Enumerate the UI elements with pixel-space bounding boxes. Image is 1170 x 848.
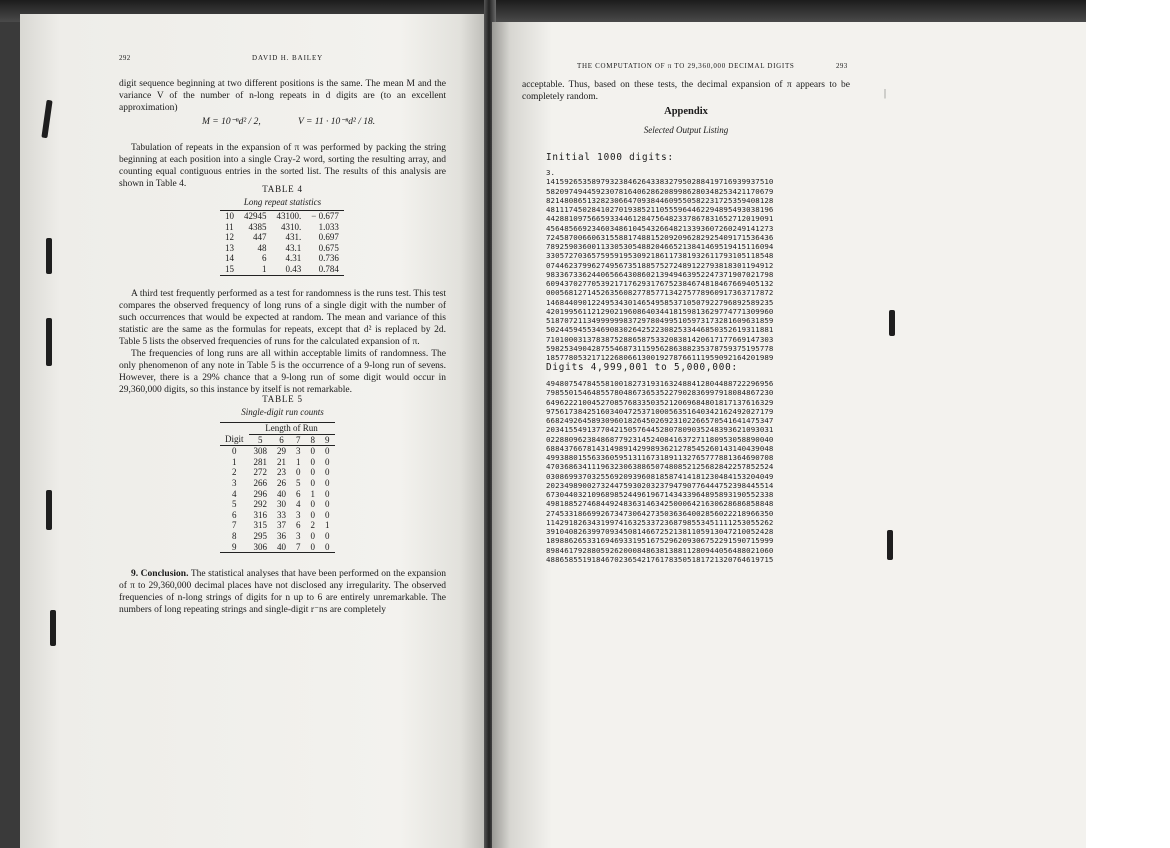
digit-line: 07446237996274956735188575272489122793818301194912 [546,260,774,270]
initial-digits-block [546,168,773,362]
digit-line: 39104082639970934508146672521381105913047210052428 [546,527,774,536]
table5-cell: 0 [310,530,316,541]
table4-cell: 14 [225,253,234,264]
conclusion-paragraph [119,568,446,616]
table5-cell: 0 [310,477,316,488]
table5-cell: 29 [277,446,287,457]
table4-row [220,243,344,254]
table5-cell: 0 [310,446,316,457]
table5-cell: 0 [325,446,330,457]
table5-cell: 30 [277,499,287,510]
digit-line: 27453318669926734730642735036364002856022218966350 [546,508,774,518]
digit-line: 49818852746844924836314634250006421630628686858848 [546,499,774,509]
tabulation-paragraph: Tabulation of repeats in the expansion of π was performed by packing the string beginning at each position into a single Cray-2 word, sorting the resulting array, and counting equal contiguous entries in the sorted list. The results of this analysis are shown in Table 4. [119,143,446,190]
digit-line: 72458700660631558817488152092096282925409171536436 [546,232,774,242]
table5-cell: 36 [277,530,287,541]
formula-variance: V = 11 · 10⁻ⁿd² / 18. [298,117,376,127]
edge-tab-mark [889,310,895,336]
table5-cell: 0 [296,467,301,478]
table5-cell: 8 [232,530,237,541]
table5-caption: TABLE 5 [262,394,303,404]
table5-row [220,531,335,542]
table5-cell: 0 [325,509,330,520]
digit-line: 03086993703255692093960818587414181230484153204049 [546,471,774,481]
table4-cell: 48 [257,242,267,253]
digit-line: 20341554913770421505764452807809035248393621093031 [546,425,774,435]
table5-cell: 0 [325,541,330,552]
digit-line: 98336733624406566430860213949463952247371907021798 [546,269,774,279]
table4-cell: − 0.677 [311,211,339,221]
table5-cell: 7 [232,520,237,531]
table4-cell: 0.675 [318,242,339,253]
table4-row [220,222,344,233]
table5-subcaption: Single-digit run counts [241,407,324,417]
digit-line: 60943702770539217176293176752384674818467669405132 [546,279,774,288]
table5-cell: 266 [253,477,268,488]
digit-line: 64962221004527085768335035212069684801817137616329 [546,397,774,407]
table5-cell: 3 [296,509,301,520]
digit-line: 42019956112129021960864034418159813629774771309960 [546,306,774,316]
table5-header-cell: 9 [320,434,335,446]
table5-cell: 2 [310,520,316,531]
table-single-digit-run-counts [220,422,335,553]
table5-cell: 0 [310,509,316,520]
table5-cell: 0 [325,530,330,541]
table5-cell: 1 [296,456,301,467]
conclusion-heading: 9. Conclusion. [131,569,189,579]
table5-cell: 292 [253,499,268,510]
table4-caption: TABLE 4 [262,184,303,194]
table4-row [220,253,344,264]
digit-line: 49938801556336059513116731891132765777881364690708 [546,453,774,462]
table5-cell: 316 [253,509,268,520]
table5-cell: 9 [232,541,237,552]
digit-line: 67304403210968985244961967143433964895893190552338 [546,490,774,499]
table4-cell: 12 [225,232,234,243]
table5-cell: 3 [232,477,237,488]
table4-cell: 0.784 [318,263,339,274]
table5-cell: 272 [253,467,268,478]
table5-row [220,520,335,531]
final-digits-label: Digits 4,999,001 to 5,000,000: [546,362,738,373]
table5-cell: 5 [232,499,237,510]
edge-tab-mark [46,318,52,366]
margin-mark: | [884,88,887,99]
digit-line: 68843766781431498914299893621278545260143140439048 [546,443,774,453]
edge-tab-mark [46,490,52,530]
table4-cell: 0.43 [285,263,302,274]
scanner-background-strip [1086,0,1170,848]
table5-header-cell: 8 [306,434,321,446]
table5-cell: 0 [310,467,316,478]
digit-line: 33057270365759591953092186117381932611793105118548 [546,251,774,261]
table5-cell: 0 [325,456,330,467]
left-page [20,14,486,848]
right-running-head: THE COMPUTATION OF π TO 29,360,000 DECIMAL DIGITS [577,62,795,70]
digit-line: 78925903600113305305488204665213841469519415116094 [546,242,774,251]
table5-cell: 21 [277,456,287,467]
final-digits-block [546,379,773,564]
digit-line: 89846179288059262000848638138811280944056488021060 [546,545,774,555]
continuation-paragraph: acceptable. Thus, based on these tests, the decimal expansion of π appears to be completely random. [522,80,850,103]
digit-line: 97561738425160340472537100056351640342162492027179 [546,406,774,416]
table5-cell: 0 [310,499,316,510]
table5-row [220,446,335,457]
table5-cell: 308 [253,446,268,457]
table5-cell: 1 [310,488,316,499]
table4-cell: 4385 [248,221,267,232]
table5-cell: 2 [232,467,237,478]
digit-line: 59825349042875546873115956286388235378759375195778 [546,343,774,353]
right-page-number: 293 [836,62,848,70]
digit-line: 49480754784558100182731931632488412804488722296956 [546,379,774,388]
table5-cell: 1 [232,456,237,467]
intro-paragraph: digit sequence beginning at two different positions is the same. The mean M and the variance V of the number of n-long repeats in d digits are (to an excellent approximation) [119,79,446,114]
appendix-title: Appendix [664,106,708,117]
table5-cell: 0 [325,467,330,478]
table5-row [220,457,335,468]
table4-cell: 15 [225,263,234,274]
digit-line: 45648566923460348610454326648213393607260249141273 [546,223,774,233]
table5-cell: 6 [296,488,301,499]
table5-row [220,542,335,553]
table5-cell: 33 [277,509,287,520]
left-running-head: DAVID H. BAILEY [252,54,324,62]
digit-line: 14159265358979323846264338327950288419716939937510 [546,177,774,187]
table5-cell: 0 [325,488,330,499]
table4-row [220,211,344,222]
table4-row [220,264,344,275]
table5-cell: 0 [325,499,330,510]
table5-cell: 26 [277,477,287,488]
edge-tab-mark [50,610,56,646]
digit-line: 48111745028410270193852110555964462294895493038196 [546,205,774,214]
table5-row [220,467,335,478]
digit-line: 47036863411196323063886507480852125682842257852524 [546,462,774,472]
table4-cell: 1.033 [318,221,339,232]
table5-header-cell: 7 [291,434,306,446]
digit-line: 82148086513282306647093844609550582231725359408128 [546,195,774,205]
table5-cell: 5 [296,477,301,488]
table4-cell: 447 [253,232,267,243]
digit-line: 02288096238486877923145240841637271180953058890040 [546,434,774,444]
formula-mean: M = 10⁻ⁿd² / 2, [202,117,261,127]
table5-cell: 3 [296,530,301,541]
digit-line: 11429182634319974163253372368798553451111253055262 [546,517,774,527]
digit-line: 71010003137838752886587533208381420617177669147303 [546,334,774,344]
frequencies-paragraph: The frequencies of long runs are all within acceptable limits of randomness. The only phenomenon of any note in Table 5 is the occurrence of a 9-long run of sevens. However, there is a 29% chance that a 9-long run of some digit would occur in 29,360,000 digits, so this instance by itself is not remarkable. [119,349,446,396]
digit-line: 3. [546,168,556,177]
table5-cell: 296 [253,488,268,499]
table4-cell: 4.31 [285,253,302,264]
digit-line: 20234989002732447593020323794790776444752398445514 [546,480,774,490]
table4-cell: 11 [225,221,234,232]
table4-cell: 431. [285,232,302,243]
table5-row [220,499,335,510]
table5-cell: 6 [296,520,301,531]
table5-cell: 7 [296,541,301,552]
table4-row [220,232,344,243]
table5-cell: 3 [296,446,301,457]
left-page-number: 292 [119,54,131,62]
digit-line: 66824926458930960182645026923102266570541641475347 [546,416,774,425]
table5-header-cell: 6 [272,434,291,446]
table5-cell: 1 [325,520,330,531]
table5-cell: 0 [232,446,237,457]
table4-cell: 0.697 [318,232,339,243]
table5-cell: 0 [325,477,330,488]
table5-header-cell: 5 [249,434,273,446]
table4-cell: 13 [225,242,234,253]
appendix-subtitle: Selected Output Listing [643,125,729,135]
table5-cell: 281 [253,456,268,467]
digit-line: 48865855191846702365421761783505181721320764619715 [546,554,774,564]
table5-cell: 40 [277,488,287,499]
table4-cell: 42945 [244,211,267,221]
table-long-repeat-statistics [220,210,344,276]
table4-cell: 0.736 [318,253,339,264]
digit-line: 00056812714526356082778577134275778960917363717872 [546,288,774,298]
table4-cell: 10 [225,211,234,221]
table5-cell: 295 [253,530,268,541]
table4-cell: 4310. [281,221,302,232]
digit-line: 18577805321712268066130019278766111959092164201989 [546,353,774,362]
table5-cell: 0 [310,541,316,552]
table5-row [220,478,335,489]
table5-cell: 23 [277,467,287,478]
table4-cell: 6 [262,253,267,264]
table5-cell: 6 [232,509,237,520]
table5-row [220,510,335,521]
digit-line: 18988626533169469331951675296209306752291590715999 [546,536,774,546]
conclusion-text: The statistical analyses that have been performed on the expansion of π to 29,360,000 decimal places have not disclosed any irregularity. The observed frequencies of n-long strings of digits for n up to 6 are entirely unremarkable. The numbers of long repeating strings and single-digit r⁻ns are completely [119,569,446,616]
table4-cell: 43.1 [285,242,302,253]
table5-header-cell: Digit [220,434,249,446]
table5-group-header: Length of Run [249,423,335,435]
digit-line: 51870721134999999837297804995105973173281609631859 [546,316,774,325]
table4-subcaption: Long repeat statistics [243,197,322,207]
digit-line: 58209749445923078164062862089986280348253421170679 [546,186,774,196]
table5-cell: 4 [296,499,301,510]
digit-line: 14684409012249534301465495853710507922796892589235 [546,297,774,307]
edge-tab-mark [887,530,893,560]
right-page [492,22,1086,848]
table5-cell: 315 [253,520,268,531]
initial-digits-label: Initial 1000 digits: [546,152,674,163]
table5-header-row [220,434,335,446]
table5-row [220,489,335,500]
table5-cell: 40 [277,541,287,552]
digit-line: 44288109756659334461284756482337867831652712019091 [546,214,774,224]
table5-cell: 37 [277,520,287,531]
table4-cell: 1 [262,263,267,274]
table5-cell: 306 [253,541,268,552]
digit-line: 50244594553469083026425223082533446850352619311881 [546,325,774,335]
digit-line: 79855015464855780486736535227902836997918084867230 [546,388,774,398]
runs-paragraph: A third test frequently performed as a test for randomness is the runs test. This test compares the observed frequency of long runs of a single digit with the number of such occurrences that would be expected at random. The mean and variance of this statistic are the same as the formulas for repeats, except that d² is replaced by 2d. Table 5 lists the observed frequencies of runs for the calculated expansion of π. [119,289,446,348]
table4-cell: 43100. [276,211,302,221]
edge-tab-mark [46,238,52,274]
table5-cell: 4 [232,488,237,499]
table5-cell: 0 [310,456,316,467]
